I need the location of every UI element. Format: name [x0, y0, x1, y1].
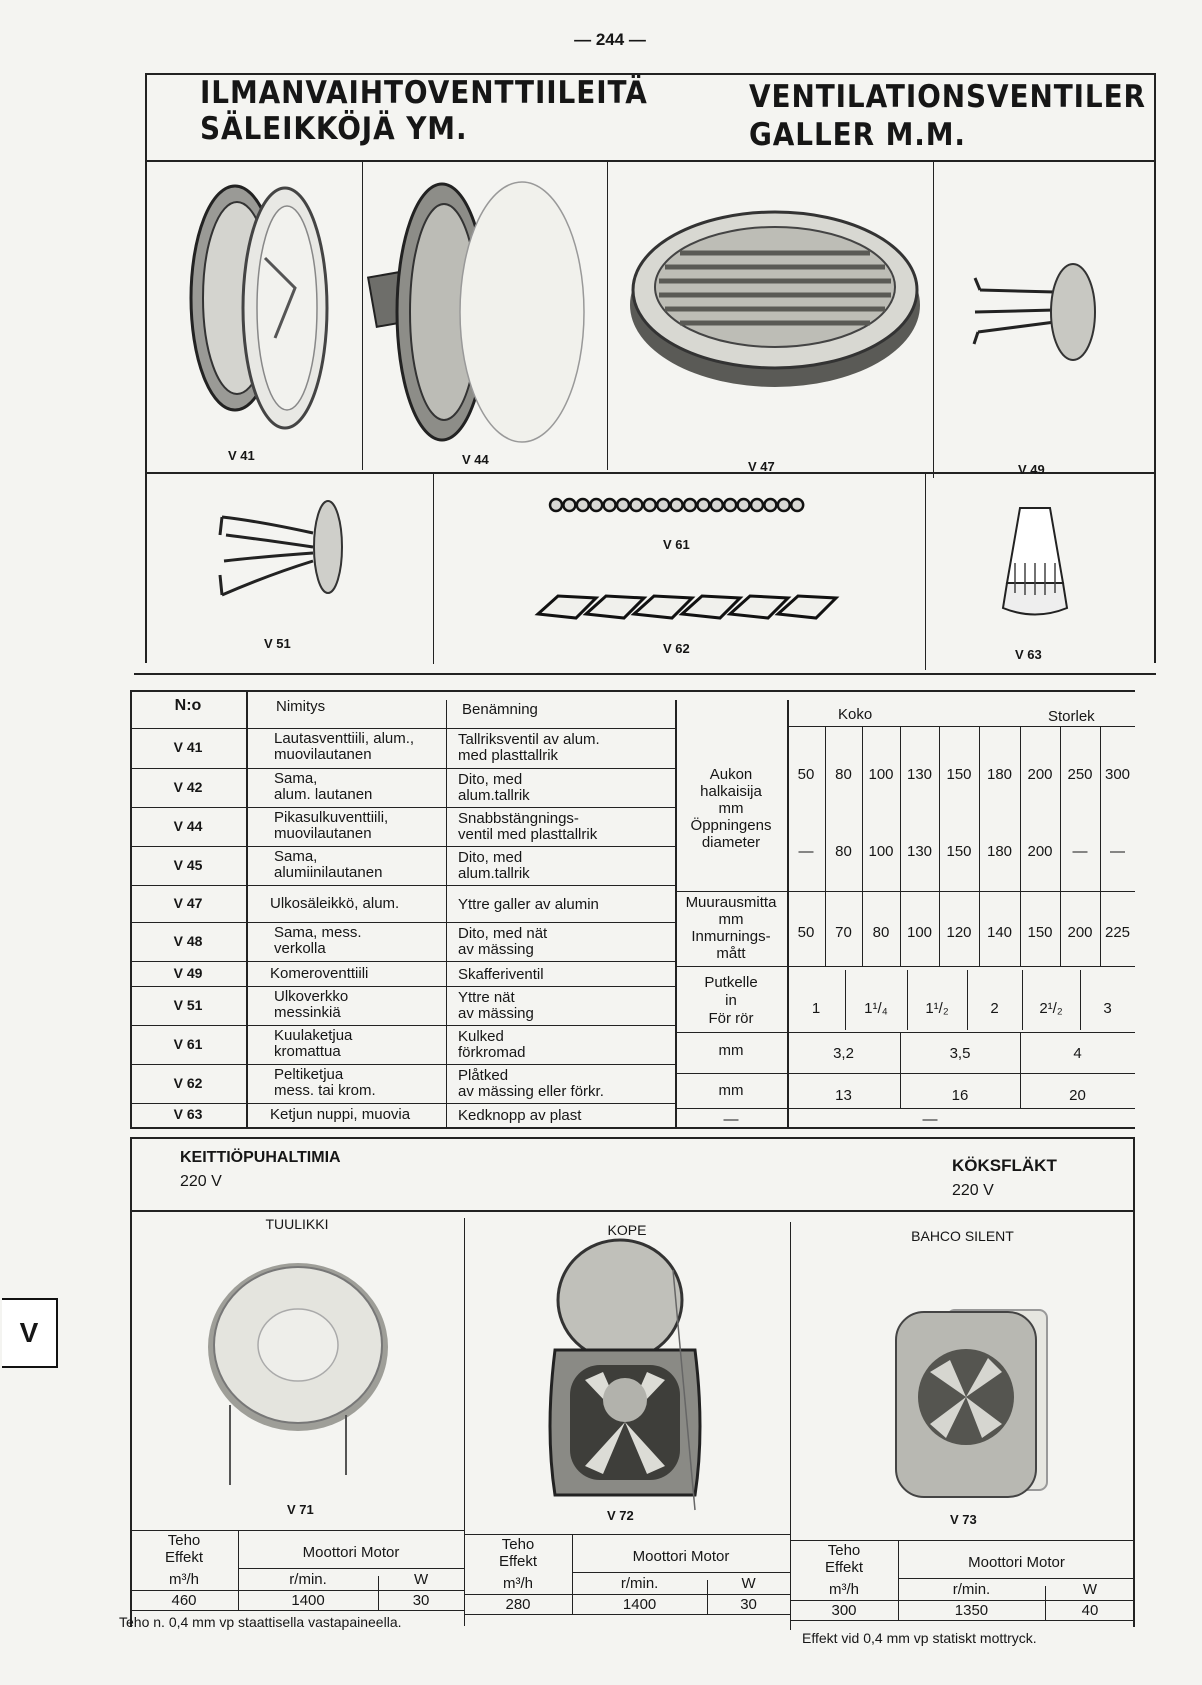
- fan-motor-label: Moottori Motor: [968, 1554, 1065, 1571]
- row-sv2: med plasttallrik: [458, 747, 559, 764]
- fan-table-line: [464, 1614, 790, 1615]
- row-fi1: Sama,: [274, 847, 318, 865]
- fan-table-line: [464, 1594, 790, 1595]
- title-sv-line2: GALLER M.M.: [749, 117, 966, 153]
- fan-v73-image: [892, 1302, 1062, 1502]
- chain-ball: [644, 499, 656, 511]
- pipe-cell: 1¹/₄: [864, 1000, 888, 1017]
- size-cell: 300: [1104, 766, 1131, 783]
- size-cell: 80: [835, 843, 852, 860]
- fan-watt-value: 30: [740, 1596, 757, 1613]
- row-fi2: muovilautanen: [274, 746, 372, 763]
- chain-ball: [590, 499, 602, 511]
- grid-line: [787, 1073, 1135, 1074]
- row-fi1: Komeroventtiili: [270, 964, 369, 982]
- mm-label-2: mm: [718, 1082, 744, 1099]
- chain-cell: 3,2: [833, 1045, 854, 1062]
- size-cell: 180: [986, 766, 1013, 783]
- row-fi1: Pikasulkuventtiili,: [274, 808, 389, 826]
- fan-code-v71: V 71: [287, 1502, 314, 1517]
- dash-label-2: —: [922, 1111, 938, 1128]
- putkelle-l2: in: [725, 992, 737, 1009]
- row-sv2: alum.tallrik: [458, 864, 530, 882]
- fan-table-line: [130, 1590, 464, 1591]
- fan-table-line: [790, 1620, 1135, 1621]
- chain-ball: [604, 499, 616, 511]
- row-fi1: Ulkoverkko: [274, 987, 349, 1005]
- size-cell: 250: [1067, 766, 1093, 783]
- fan-table-line: [790, 1600, 1135, 1601]
- row-fi2: messinkiä: [274, 1003, 341, 1021]
- row-code: V 61: [173, 1035, 203, 1052]
- fans-title-fi: KEITTIÖPUHALTIMIA: [180, 1149, 341, 1166]
- size-cell: 150: [1027, 924, 1053, 941]
- title-sv-line1: VENTILATIONSVENTILER: [749, 79, 1146, 115]
- aukon-l1: Aukon: [709, 766, 753, 783]
- fan-effect-value: 300: [831, 1602, 857, 1619]
- putkelle-label: [675, 974, 787, 1028]
- size-cell: 150: [946, 766, 972, 783]
- row-fi2: kromattua: [274, 1042, 341, 1060]
- grille-v47-image: [625, 195, 925, 395]
- row-fi2: verkolla: [274, 939, 326, 957]
- size-cell: 130: [906, 766, 933, 783]
- row-sv1: Snabbstängnings-: [458, 809, 579, 827]
- grid-line: [787, 1108, 1135, 1109]
- fan-table-line: [130, 1530, 464, 1531]
- fan-rpm-value: 1350: [954, 1602, 989, 1619]
- fans-voltage-fi: 220 V: [180, 1173, 222, 1190]
- row-code: V 42: [173, 778, 203, 795]
- fans-title-sv: KÖKSFLÄKT: [952, 1156, 1057, 1175]
- size-cell: 200: [1027, 843, 1053, 860]
- size-cell: 120: [946, 924, 972, 941]
- footnote-fi: Teho n. 0,4 mm vp staattisella vastapaineella.: [119, 1614, 402, 1630]
- label-v49: V 49: [1018, 462, 1045, 477]
- chain-ball: [791, 499, 803, 511]
- fan-effekt-label: Effekt: [164, 1549, 204, 1566]
- fan-table-line: [238, 1568, 464, 1569]
- label-v44: V 44: [462, 452, 489, 467]
- size-cell: 50: [797, 766, 815, 783]
- row-code: V 51: [173, 996, 203, 1013]
- pipe-cell: 2: [990, 1000, 999, 1017]
- chain-ball: [630, 499, 642, 511]
- chain-ball: [563, 499, 575, 511]
- aukon-label: [675, 766, 787, 851]
- aukon-l2: halkaisija: [700, 783, 762, 800]
- row-sv1: Dito, med: [458, 848, 523, 866]
- aukon-l3: mm: [718, 800, 744, 817]
- aukon-l4: Öppningens: [690, 817, 772, 834]
- size-cell: 150: [946, 843, 972, 860]
- dash-label-1: —: [723, 1111, 739, 1128]
- fan-effekt-label: Effekt: [498, 1553, 538, 1570]
- muuraus-l4: mått: [716, 945, 746, 962]
- row-sv2: av mässing: [458, 940, 534, 958]
- fans-voltage-sv: 220 V: [952, 1182, 994, 1199]
- size-cell: 225: [1104, 924, 1131, 941]
- pipe-cell: 1: [811, 1000, 821, 1017]
- chain-ball: [778, 499, 790, 511]
- row-fi1: Lautasventtiili, alum.,: [274, 730, 415, 747]
- fan-teho-label: Teho: [827, 1542, 861, 1559]
- chain-cell: 4: [1073, 1045, 1082, 1062]
- fan-effect-value: 460: [171, 1592, 197, 1609]
- chain-ball: [577, 499, 589, 511]
- row-fi2: mess. tai krom.: [274, 1081, 376, 1099]
- row-sv2: av mässing: [458, 1004, 534, 1022]
- row-code: V 62: [173, 1074, 203, 1091]
- chain-cell: 20: [1069, 1087, 1086, 1104]
- knob-v63-image: [995, 503, 1075, 623]
- row-fi1: Kuulaketjua: [274, 1026, 353, 1044]
- size-cell: 100: [868, 766, 894, 783]
- title-fi-line2: SÄLEIKKÖJÄ YM.: [200, 111, 468, 147]
- row-fi2: alum. lautanen: [274, 785, 373, 803]
- size-cell: 200: [1027, 766, 1053, 783]
- row-sv1: Yttre nät: [458, 988, 515, 1006]
- fan-teho-label: Teho: [501, 1536, 535, 1553]
- valve-v41-image: [175, 168, 335, 453]
- size-cell: 180: [986, 843, 1013, 860]
- row-sv1: Tallriksventil av alum.: [458, 731, 600, 748]
- chain-ball: [764, 499, 776, 511]
- fan-teho-label: Teho: [167, 1532, 201, 1549]
- chain-cell: 3,5: [949, 1045, 971, 1062]
- chain-ball: [738, 499, 750, 511]
- ball-chain-v61-image: [548, 495, 813, 515]
- pipe-cell: 1¹/₂: [925, 1000, 949, 1017]
- row-sv2: ventil med plasttallrik: [458, 825, 598, 843]
- label-v41: V 41: [228, 448, 255, 463]
- row-fi1: Sama, mess.: [274, 923, 362, 941]
- fan-table-line: [130, 1610, 464, 1611]
- label-v61: V 61: [663, 537, 690, 552]
- fan-name-bahco: BAHCO SILENT: [911, 1228, 1014, 1244]
- grid-line: [787, 891, 1135, 892]
- row-sv1: Plåtked: [458, 1066, 509, 1084]
- size-cell: 80: [872, 924, 890, 941]
- row-code: V 47: [173, 894, 203, 911]
- row-sv1: Kulked: [458, 1027, 504, 1045]
- header-no: N:o: [174, 697, 202, 714]
- grid-line: [787, 966, 1135, 967]
- header-fi: Nimitys: [276, 698, 326, 715]
- chain-ball: [657, 499, 669, 511]
- fan-rpm-label: r/min.: [289, 1571, 327, 1588]
- fan-v72-image: [545, 1240, 715, 1520]
- size-cell: 200: [1067, 924, 1093, 941]
- label-v47: V 47: [748, 459, 775, 474]
- row-fi1: Peltiketjua: [274, 1065, 344, 1083]
- pipe-cell: 2¹/₂: [1039, 1000, 1063, 1017]
- fan-name-kope: KOPE: [607, 1222, 647, 1238]
- putkelle-l1: Putkelle: [704, 974, 758, 991]
- fan-code-v72: V 72: [607, 1508, 634, 1523]
- section-tab-letter: V: [19, 1317, 39, 1348]
- chain-ball: [697, 499, 709, 511]
- size-cell: 80: [835, 766, 852, 783]
- muuraus-l1: Muurausmitta: [685, 894, 777, 911]
- row-fi1: Sama,: [274, 769, 318, 787]
- size-cell: 130: [906, 843, 933, 860]
- row-sv1: Kedknopp av plast: [458, 1107, 582, 1124]
- pipe-cell: 3: [1103, 1000, 1112, 1017]
- row-sv1: Skafferiventil: [458, 965, 544, 983]
- row-code: V 49: [173, 964, 203, 981]
- page-number: — 244 —: [574, 30, 646, 49]
- chain-cell: 16: [951, 1087, 969, 1104]
- row-code: V 44: [173, 817, 203, 834]
- fan-flow-unit: m³/h: [169, 1571, 199, 1588]
- row-code: V 63: [173, 1106, 203, 1122]
- row-fi2: muovilautanen: [274, 824, 372, 842]
- row-fi1: Ketjun nuppi, muovia: [270, 1106, 411, 1123]
- chain-ball: [724, 499, 736, 511]
- fan-v71-image: [208, 1265, 388, 1495]
- header-koko: Koko: [838, 706, 873, 723]
- aukon-l5: diameter: [701, 834, 761, 851]
- size-cell: —: [798, 843, 814, 860]
- fan-motor-label: Moottori Motor: [632, 1548, 730, 1565]
- row-code: V 41: [173, 739, 203, 755]
- label-v62: V 62: [663, 641, 690, 656]
- chain-ball: [684, 499, 696, 511]
- row-fi2: alumiinilautanen: [274, 863, 383, 881]
- fan-name-tuulikki: TUULIKKI: [265, 1216, 329, 1232]
- fan-watt-label: W: [413, 1571, 429, 1588]
- fan-table-line: [898, 1578, 1135, 1579]
- fan-effect-value: 280: [505, 1596, 531, 1613]
- fan-motor-label: Moottori Motor: [302, 1544, 400, 1561]
- fan-rpm-value: 1400: [291, 1592, 325, 1609]
- chain-ball: [711, 499, 723, 511]
- valve-v44-image: [372, 172, 592, 452]
- valve-v49-image: [970, 260, 1110, 380]
- chain-ball: [617, 499, 629, 511]
- fan-effekt-label: Effekt: [824, 1559, 864, 1576]
- footnote-sv: Effekt vid 0,4 mm vp statiskt mottryck.: [802, 1630, 1037, 1646]
- row-sv1: Yttre galler av alumin: [458, 895, 599, 913]
- fan-flow-unit: m³/h: [829, 1581, 859, 1598]
- size-cell: —: [1072, 843, 1088, 860]
- fan-rpm-label: r/min.: [620, 1575, 659, 1592]
- row-sv1: Dito, med nät: [458, 924, 548, 942]
- chain-cell: 13: [835, 1087, 852, 1104]
- fan-watt-value: 40: [1081, 1602, 1099, 1619]
- fan-table-line: [572, 1572, 790, 1573]
- fan-table-line: [790, 1540, 1135, 1541]
- size-cell: 100: [906, 924, 933, 941]
- muuraus-l2: mm: [718, 911, 744, 928]
- size-cell: 50: [797, 924, 815, 941]
- size-cell: 70: [835, 924, 852, 941]
- putkelle-l3: För rör: [708, 1010, 754, 1027]
- size-cell: 100: [868, 843, 894, 860]
- row-code: V 48: [173, 932, 203, 949]
- chain-ball: [550, 499, 562, 511]
- fan-table-line: [464, 1534, 790, 1535]
- chain-ball: [751, 499, 763, 511]
- mm-label-1: mm: [718, 1042, 744, 1059]
- fan-watt-value: 30: [412, 1592, 430, 1609]
- fan-watt-label: W: [1082, 1581, 1098, 1598]
- label-v63: V 63: [1015, 647, 1042, 662]
- size-cell: —: [1110, 843, 1125, 860]
- label-v51: V 51: [264, 636, 291, 651]
- row-sv1: Dito, med: [458, 770, 523, 788]
- row-fi1: Ulkosäleikkö, alum.: [270, 894, 400, 912]
- grid-line: [787, 1032, 1135, 1033]
- title-fi-line1: ILMANVAIHTOVENTTIILEITÄ: [200, 75, 648, 111]
- row-code: V 45: [173, 856, 203, 873]
- header-sv: Benämning: [462, 701, 538, 718]
- plate-chain-v62-image: [533, 590, 833, 624]
- muuraus-label: [675, 894, 787, 962]
- section-tab: [2, 1298, 58, 1368]
- fan-watt-label: W: [741, 1575, 756, 1592]
- header-storlek: Storlek: [1048, 708, 1095, 725]
- net-v51-image: [218, 495, 358, 605]
- fan-flow-unit: m³/h: [503, 1575, 533, 1592]
- row-sv2: förkromad: [458, 1043, 526, 1061]
- fan-rpm-value: 1400: [622, 1596, 657, 1613]
- muuraus-l3: Inmurnings-: [691, 928, 771, 945]
- chain-ball: [671, 499, 683, 511]
- size-cell: 140: [986, 924, 1013, 941]
- row-sv2: av mässing eller förkr.: [458, 1082, 604, 1100]
- fan-rpm-label: r/min.: [952, 1581, 991, 1598]
- fan-code-v73: V 73: [950, 1512, 977, 1527]
- row-sv2: alum.tallrik: [458, 786, 530, 804]
